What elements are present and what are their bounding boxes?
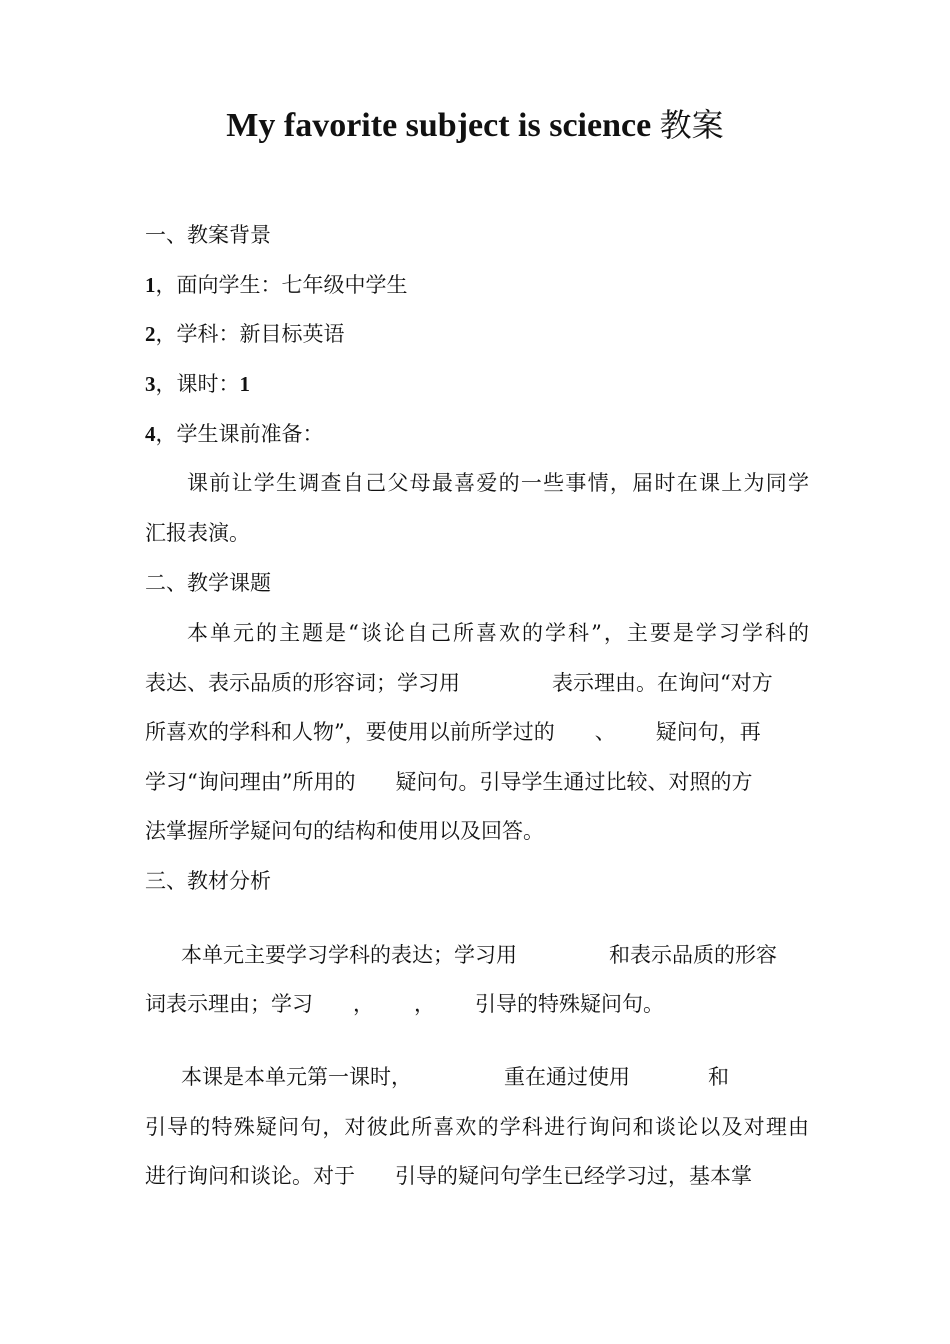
text-segment: 词表示理由；学习 <box>145 992 313 1016</box>
text-segment: 表达、表示品质的形容词；学习用 <box>145 671 460 695</box>
text-segment: ， <box>353 992 374 1016</box>
section3-p1-line-1 <box>145 940 809 970</box>
text-segment: 本课是本单元第一课时， <box>181 1065 412 1089</box>
text-segment: ， <box>414 992 435 1016</box>
section1-item-3 <box>145 369 809 399</box>
prep-paragraph-line-2: 汇报表演。 <box>145 521 250 545</box>
item-number: 1 <box>145 273 156 297</box>
section2-line-1: 本单元的主题是“谈论自己所喜欢的学科”，主要是学习学科的 <box>187 621 809 645</box>
item-text: ，学科：新目标英语 <box>155 322 345 346</box>
section2-heading: 二、教学课题 <box>145 571 271 595</box>
text-segment: 本单元主要学习学科的表达；学习用 <box>181 943 517 967</box>
item-value: 1 <box>239 372 250 396</box>
section2-line-5: 法掌握所学疑问句的结构和使用以及回答。 <box>145 819 544 843</box>
title-english: My favorite subject is science <box>226 107 652 144</box>
text-segment: 和表示品质的形容 <box>609 943 777 967</box>
text-segment: 重在通过使用 <box>504 1065 630 1089</box>
title-chinese: 教案 <box>659 106 724 144</box>
item-number: 3 <box>145 372 156 396</box>
section3-heading: 三、教材分析 <box>145 869 271 893</box>
section2-line-4 <box>145 767 809 797</box>
item-number: 4 <box>145 422 156 446</box>
text-segment: 疑问句。引导学生通过比较、对照的方 <box>395 770 753 794</box>
text-segment: 进行询问和谈论。对于 <box>145 1164 355 1188</box>
item-number: 2 <box>145 322 156 346</box>
prep-paragraph-line-1: 课前让学生调查自己父母最喜爱的一些事情，届时在课上为同学 <box>187 471 809 495</box>
text-segment: 所喜欢的学科和人物”，要使用以前所学过的 <box>145 720 555 744</box>
section3-p2-line-2: 引导的特殊疑问句，对彼此所喜欢的学科进行询问和谈论以及对理由 <box>145 1115 809 1139</box>
section1-item-1 <box>145 270 809 300</box>
section2-line-2 <box>145 668 809 698</box>
text-segment: 表示理由。在询问“对方 <box>552 671 773 695</box>
text-segment: 和 <box>708 1065 729 1089</box>
section1-heading: 一、教案背景 <box>145 223 271 247</box>
text-segment: 学习“询问理由”所用的 <box>145 770 356 794</box>
section1-item-4 <box>145 419 809 449</box>
text-segment: 、 <box>594 720 616 744</box>
item-text: ，课时： <box>155 372 240 396</box>
page-title <box>0 103 950 148</box>
item-text: ，面向学生：七年级中学生 <box>155 273 408 297</box>
section3-p2-line-1 <box>145 1062 809 1092</box>
section3-p2-line-3 <box>145 1161 809 1191</box>
section1-item-2 <box>145 319 809 349</box>
section3-p1-line-2 <box>145 989 809 1019</box>
item-text: ，学生课前准备： <box>155 422 324 446</box>
text-segment: 引导的疑问句学生已经学习过，基本掌 <box>395 1164 752 1188</box>
section2-line-3 <box>145 717 809 747</box>
text-segment: 引导的特殊疑问句。 <box>475 992 664 1016</box>
text-segment: 疑问句，再 <box>655 720 761 744</box>
